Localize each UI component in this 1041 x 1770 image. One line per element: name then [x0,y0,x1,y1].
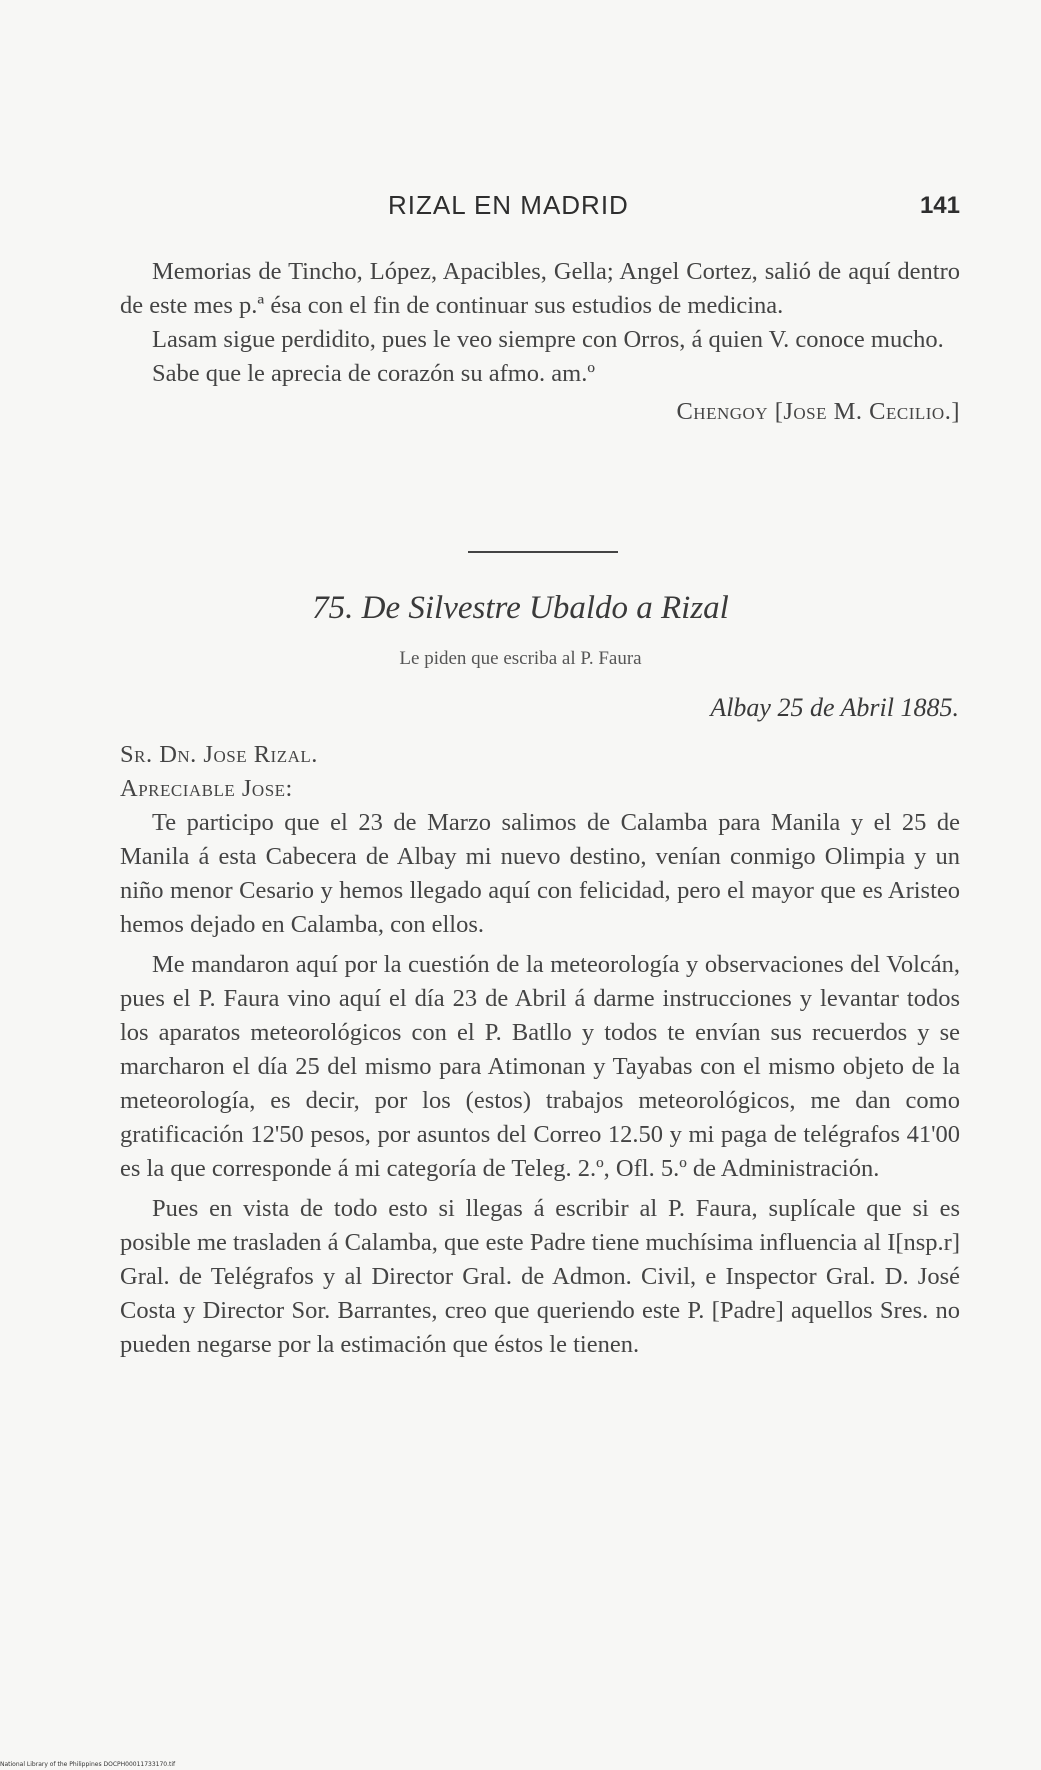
paragraph: Pues en vista de todo esto si llegas á escribir al P. Faura, suplícale que si es posible me trasladen á Calamba, que este Padre tiene muchísima influencia al I[nsp.r] Gral. de Telégrafos y al Director Gral. de Admon. Civil, e Inspector Gral. D. José Costa y Director Sor. Barrantes, creo que queriendo este P. [Padre] aquellos Sres. no pueden negarse por la estimación que éstos le tienen. [120,1195,960,1358]
signature: Chengoy [Jose M. Cecilio.] [676,398,960,425]
paragraph: Memorias de Tincho, López, Apacibles, Gella; Angel Cortez, salió de aquí dentro de este mes p.ª ésa con el fin de continuar sus estudios de medicina. [120,258,960,319]
paragraph: Sabe que le aprecia de corazón su afmo. am.º [152,360,595,387]
previous-letter-closing [120,255,960,429]
paragraph: Te participo que el 23 de Marzo salimos de Calamba para Manila y el 25 de Manila á esta Cabecera de Albay mi nuevo destino, venían conmigo Olimpia y un niño menor Cesario y hemos llegado aquí con felicidad, pero el mayor que es Aristeo hemos dejado en Calamba, con ellos. [120,809,960,938]
letter-salutation: Apreciable Jose: [120,775,293,802]
letter-title: 75. De Silvestre Ubaldo a Rizal [312,590,729,626]
scan-footer-stamp: National Library of the Philippines DOCPH00011733170.tif [0,1761,176,1768]
page-header [120,190,960,230]
letter-dateline: Albay 25 de Abril 1885. [710,693,959,722]
letter-addressee: Sr. Dn. Jose Rizal. [120,741,318,768]
paragraph: Me mandaron aquí por la cuestión de la meteorología y observaciones del Volcán, pues el P. Faura vino aquí el día 23 de Abril á darme instrucciones y levantar todos los aparatos meteorológicos con el P. Batllo y todos te envían sus recuerdos y se marcharon el día 25 del mismo para Atimonan y Tayabas con el mismo objeto de la meteorología, es decir, por los (estos) trabajos meteorológicos, me dan como gratificación 12'50 pesos, por asuntos del Correo 12.50 y mi paga de telégrafos 41'00 es la que corresponde á mi categoría de Teleg. 2.º, Ofl. 5.º de Administración. [120,951,960,1182]
page-number: 141 [919,192,960,219]
letter-body [120,738,960,1362]
letter-subtitle: Le piden que escriba al P. Faura [399,648,642,669]
section-divider [468,551,618,553]
paragraph: Lasam sigue perdidito, pues le veo siempre con Orros, á quien V. conoce mucho. [152,326,944,353]
running-head: RIZAL EN MADRID [388,190,629,220]
